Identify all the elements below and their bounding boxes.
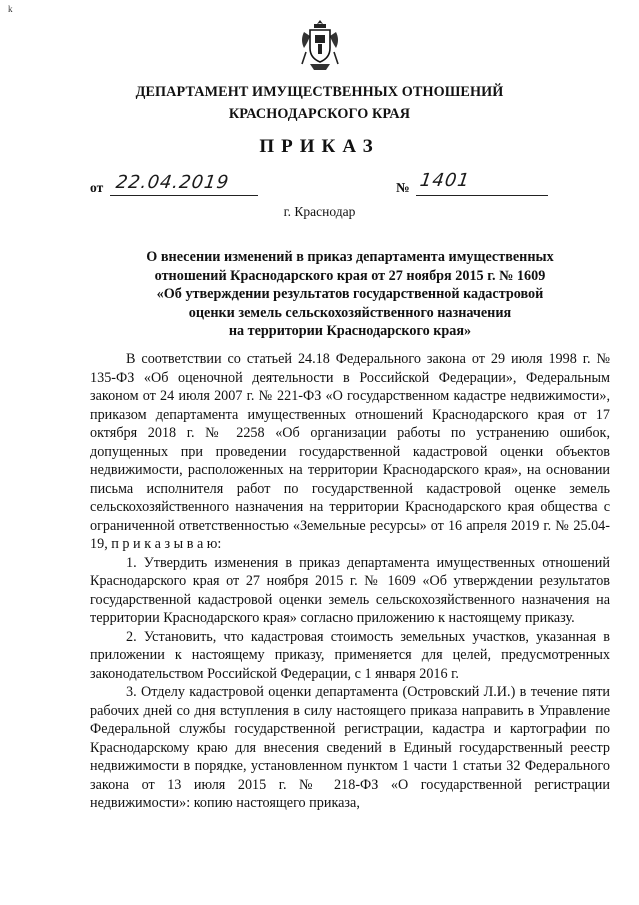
number-underline [416,195,548,196]
subject-line: отношений Краснодарского края от 27 ноября 2015 г. № 1609 [154,267,546,284]
order-body [90,350,610,813]
subject-line: «Об утверждении результатов государственной кадастровой [156,286,544,302]
corner-mark: k [8,4,13,14]
order-item-2: 2. Установить, что кадастровая стоимость земельных участков, указанная в приложении к настоящему приказу, применяется для целей, предусмотренных законодательством Российской Федерации, с 1 января 2016 г. [90,628,610,682]
subject-line: оценки земель сельскохозяйственного назначения [188,304,512,321]
document-type-title: ПРИКАЗ [259,136,380,157]
order-subject [100,248,600,341]
city-name: г. Краснодар [283,204,356,219]
coat-of-arms-icon [296,18,344,72]
date-label: от [90,180,104,195]
department-name-line1: ДЕПАРТАМЕНТ ИМУЩЕСТВЕННЫХ ОТНОШЕНИЙ [135,84,504,100]
handwritten-date: 22.04.2019 [114,172,231,193]
subject-line: на территории Краснодарского края» [228,323,472,339]
date-underline [110,195,258,196]
handwritten-number: 1401 [418,170,472,191]
order-item-1: 1. Утвердить изменения в приказ департамента имущественных отношений Краснодарского края от 27 ноября 2015 г. № 1609 «Об утверждении результатов государственной кадастровой оценки земель сельскохозяйственного назначения на территории Краснодарского края» согласно приложению к настоящему приказу. [90,554,610,626]
department-name-line2: КРАСНОДАРСКОГО КРАЯ [228,106,411,122]
preamble-paragraph: В соответствии со статьей 24.18 Федерального закона от 29 июля 1998 г. № 135-ФЗ «Об оценочной деятельности в Российской Федерации», Федеральным законом от 24 июля 2007 г. № 221-ФЗ «О государственном кадастре недвижимости», приказом департамента имущественных отношений Краснодарского края от 17 октября 2018 г. № 2258 «Об организации работы по устранению ошибок, допущенных при проведении государственной кадастровой оценки объектов недвижимости, расположенных на территории Краснодарского края», на основании письма исполнителя работ по государственной кадастровой оценке земель сельскохозяйственного назначения на территории Краснодарского края общества с ограниченной ответственностью «Земельные ресурсы» от 16 апреля 2019 г. № 25.04-19, п р и к а з ы в а ю: [90,351,610,552]
number-label: № [396,180,410,195]
subject-line: О внесении изменений в приказ департамента имущественных [146,249,554,265]
order-item-3: 3. Отделу кадастровой оценки департамента (Островский Л.И.) в течение пяти рабочих дней со дня вступления в силу настоящего приказа направить в Управление Федеральной службы государственной регистрации, кадастра и картографии по Краснодарскому краю для внесения сведений в Единый государственный реестр недвижимости в порядке, установленном пунктом 1 части 1 статьи 32 Федерального закона от 13 июля 2015 г. № 218-ФЗ «О государственной регистрации недвижимости»: копию настоящего приказа, [90,684,610,811]
